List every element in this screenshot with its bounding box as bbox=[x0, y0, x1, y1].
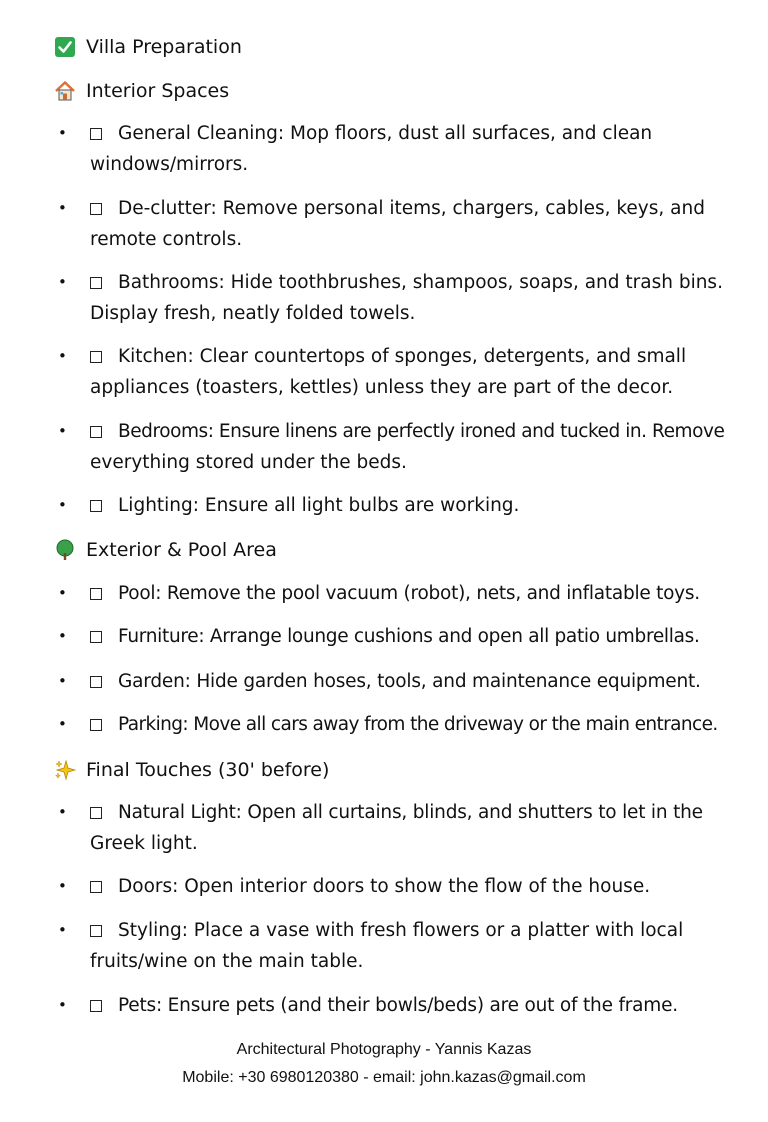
checkbox[interactable] bbox=[90, 676, 102, 688]
sparkles-icon bbox=[54, 759, 76, 781]
page-title: Villa Preparation bbox=[86, 36, 242, 58]
checkbox[interactable] bbox=[90, 351, 102, 363]
checkbox[interactable] bbox=[90, 881, 102, 893]
bullet: • bbox=[58, 422, 67, 440]
bullet: • bbox=[58, 584, 67, 602]
bullet: • bbox=[58, 803, 67, 821]
bullet: • bbox=[58, 672, 67, 690]
title-heading bbox=[54, 35, 242, 59]
section-title: Interior Spaces bbox=[86, 80, 230, 102]
checkbox[interactable] bbox=[90, 500, 102, 512]
bullet: • bbox=[58, 496, 67, 514]
checkbox[interactable] bbox=[90, 203, 102, 215]
checkbox[interactable] bbox=[90, 925, 102, 937]
section-heading-exterior bbox=[54, 538, 277, 562]
section-heading-final bbox=[54, 758, 329, 782]
tree-icon bbox=[54, 539, 76, 561]
bullet: • bbox=[58, 715, 67, 733]
bullet: • bbox=[58, 347, 67, 365]
checkbox[interactable] bbox=[90, 719, 102, 731]
section-title: Final Touches (30' before) bbox=[86, 759, 330, 781]
footer-contact: Mobile: +30 6980120380 - email: john.kazas@gmail.com bbox=[182, 1069, 586, 1086]
checkbox[interactable] bbox=[90, 588, 102, 600]
bullet: • bbox=[58, 877, 67, 895]
check-mark-icon bbox=[54, 36, 76, 58]
bullet: • bbox=[58, 199, 67, 217]
bullet: • bbox=[58, 627, 67, 645]
checkbox[interactable] bbox=[90, 426, 102, 438]
bullet: • bbox=[58, 996, 67, 1014]
section-heading-interior bbox=[54, 79, 229, 103]
checkbox[interactable] bbox=[90, 277, 102, 289]
section-title: Exterior & Pool Area bbox=[86, 539, 277, 561]
house-icon bbox=[54, 80, 76, 102]
footer-credit: Architectural Photography - Yannis Kazas bbox=[236, 1041, 532, 1058]
checkbox[interactable] bbox=[90, 1000, 102, 1012]
checkbox[interactable] bbox=[90, 128, 102, 140]
checkbox[interactable] bbox=[90, 631, 102, 643]
checklist-page: Villa Preparation Interior Spaces • General Cleaning: Mop floors, dust all surfaces, and clean windows/mirrors. • De-clutter: Remove personal items, chargers, cables, keys, and remote controls. • Bathrooms: Hide toothbrushes, shampoos, soaps, and trash bins. Display fresh, neatly folded towels. • Kitchen: Clear countertops of sponges, detergents, and small appliances (toasters, kettles) unless they are part of the decor. • Bedrooms: Ensure linens are perfectly ironed and tucked in. Remove everything stored under the beds. • Lighting: Ensure all light bulbs are working. Exterior & Pool Area • Pool: Remove the pool vacuum (robot), nets, and inflatable toys. • Furniture: Arrange lounge cushions and open all patio umbrellas. • Garden: Hide garden hoses, tools, and maintenance equipment. • Parking: Move all cars away from the driveway or the main entrance. Final Touches (30' before) • Natural Light: Open all curtains, blinds, and shutters to let in the Greek light. • Doors: Open interior doors to show the flow of the house. • Styling: Place a vase with fresh flowers or a platter with local fruits/wine on the main table. • Pets: Ensure pets (and their bowls/beds) are out of the frame. Architectural Photography - Yannis Kazas Mobile: +30 6980120380 - email: john.kazas@gmail.com bbox=[0, 0, 768, 1122]
bullet: • bbox=[58, 273, 67, 291]
bullet: • bbox=[58, 124, 67, 142]
checkbox[interactable] bbox=[90, 807, 102, 819]
bullet: • bbox=[58, 921, 67, 939]
